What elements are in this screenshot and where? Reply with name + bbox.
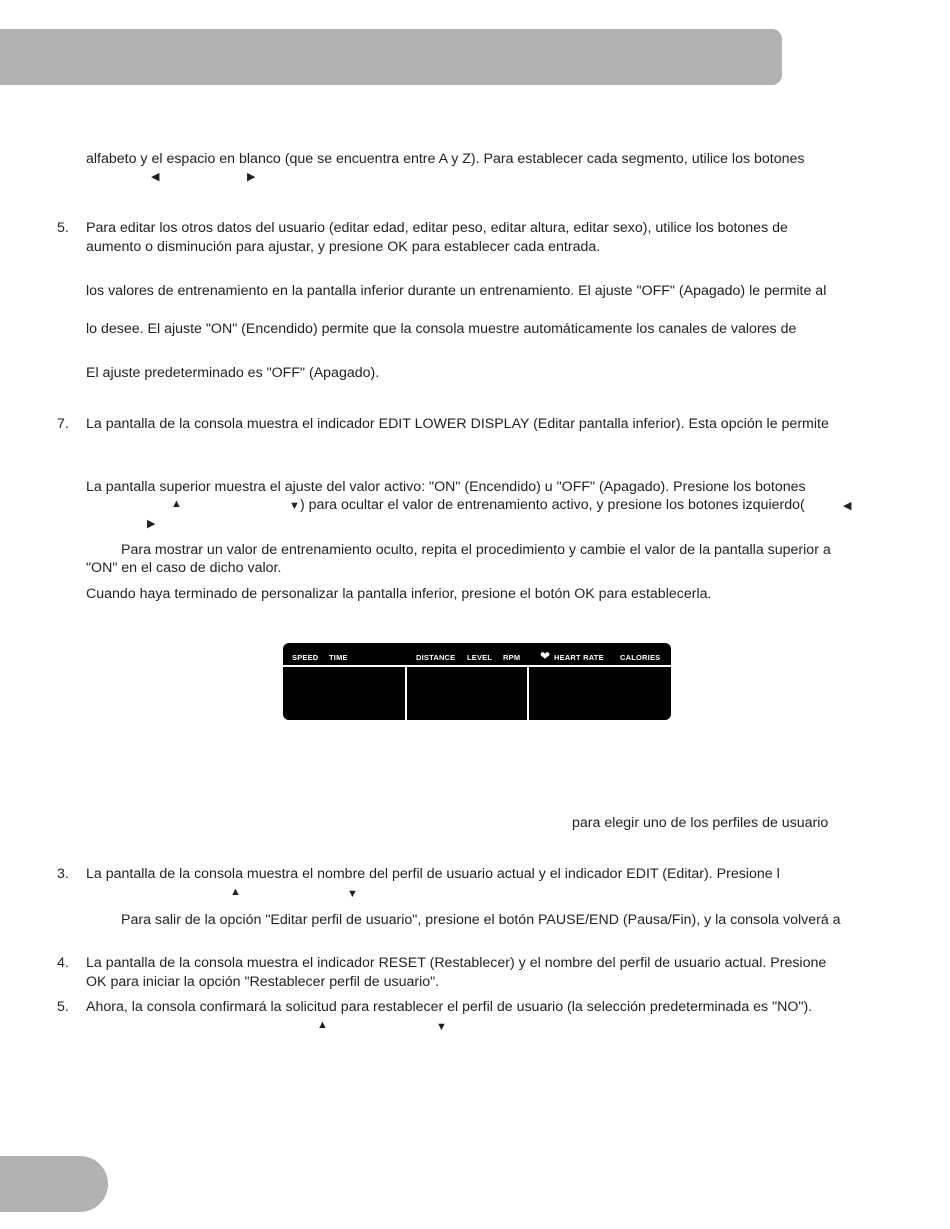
paragraph-line: lo desee. El ajuste "ON" (Encendido) permite que la consola muestre automáticamente los canales de valores de xyxy=(86,321,797,337)
label-time: TIME xyxy=(329,653,348,662)
display-window-center xyxy=(407,667,527,720)
display-window-right xyxy=(529,667,671,720)
list-item-line: Ahora, la consola confirmará la solicitud para restablecer el perfil de usuario (la selección predeterminada es "NO"). xyxy=(86,999,813,1015)
header-band xyxy=(0,29,782,85)
list-item-line: La pantalla de la consola muestra el nombre del perfil de usuario actual y el indicador EDIT (Editar). Presione l xyxy=(86,866,780,882)
label-distance: DISTANCE xyxy=(416,653,456,662)
label-rpm: RPM xyxy=(503,653,521,662)
console-label-bar xyxy=(283,643,671,667)
list-item-line: Para editar los otros datos del usuario (editar edad, editar peso, editar altura, editar sexo), utilice los botones de xyxy=(86,220,788,236)
label-heart-rate: HEART RATE xyxy=(554,653,604,662)
footer-tab xyxy=(0,1156,108,1212)
down-arrow-icon: ▼ xyxy=(289,500,300,512)
paragraph-line: El ajuste predeterminado es "OFF" (Apagado). xyxy=(86,365,380,381)
paragraph-line: La pantalla superior muestra el ajuste del valor activo: "ON" (Encendido) u "OFF" (Apagado). Presione los botones xyxy=(86,479,806,495)
list-number: 7. xyxy=(57,416,69,432)
label-level: LEVEL xyxy=(467,653,493,662)
display-window-left xyxy=(283,667,405,720)
list-item-line: La pantalla de la consola muestra el indicador RESET (Restablecer) y el nombre del perfil de usuario actual. Presione xyxy=(86,955,827,971)
heart-icon: ❤ xyxy=(540,649,551,663)
list-item-line: OK para iniciar la opción "Restablecer perfil de usuario". xyxy=(86,974,440,990)
right-arrow-icon: ▶ xyxy=(147,518,156,530)
list-number: 4. xyxy=(57,955,69,971)
paragraph-line: los valores de entrenamiento en la pantalla inferior durante un entrenamiento. El ajuste "OFF" (Apagado) le permite al xyxy=(86,283,827,299)
list-item-line: aumento o disminución para ajustar, y presione OK para establecer cada entrada. xyxy=(86,239,601,255)
right-arrow-icon: ▶ xyxy=(247,171,256,183)
up-arrow-icon: ▲ xyxy=(171,498,182,510)
paragraph-line: ) para ocultar el valor de entrenamiento activo, y presione los botones izquierdo( xyxy=(300,497,805,513)
list-number: 3. xyxy=(57,866,69,882)
left-arrow-icon: ◀ xyxy=(843,500,852,512)
down-arrow-icon: ▼ xyxy=(347,888,358,900)
left-arrow-icon: ◀ xyxy=(151,171,160,183)
list-item-line: La pantalla de la consola muestra el indicador EDIT LOWER DISPLAY (Editar pantalla inferior). Esta opción le permite xyxy=(86,416,829,432)
list-number: 5. xyxy=(57,220,69,236)
console-display-panel xyxy=(283,643,671,720)
paragraph-line: Para salir de la opción "Editar perfil de usuario", presione el botón PAUSE/END (Pausa/Fin), y la consola volverá a xyxy=(121,912,841,928)
paragraph-line: Cuando haya terminado de personalizar la pantalla inferior, presione el botón OK para establecerla. xyxy=(86,586,712,602)
paragraph-line: Para mostrar un valor de entrenamiento oculto, repita el procedimiento y cambie el valor de la pantalla superior a xyxy=(121,542,831,558)
paragraph-line: "ON" en el caso de dicho valor. xyxy=(86,560,282,576)
paragraph-line: para elegir uno de los perfiles de usuario xyxy=(572,815,829,831)
paragraph-line: alfabeto y el espacio en blanco (que se encuentra entre A y Z). Para establecer cada segmento, utilice los botones xyxy=(86,151,805,167)
label-speed: SPEED xyxy=(292,653,319,662)
up-arrow-icon: ▲ xyxy=(230,886,241,898)
up-arrow-icon: ▲ xyxy=(317,1019,328,1031)
label-calories: CALORIES xyxy=(620,653,661,662)
down-arrow-icon: ▼ xyxy=(436,1021,447,1033)
list-number: 5. xyxy=(57,999,69,1015)
